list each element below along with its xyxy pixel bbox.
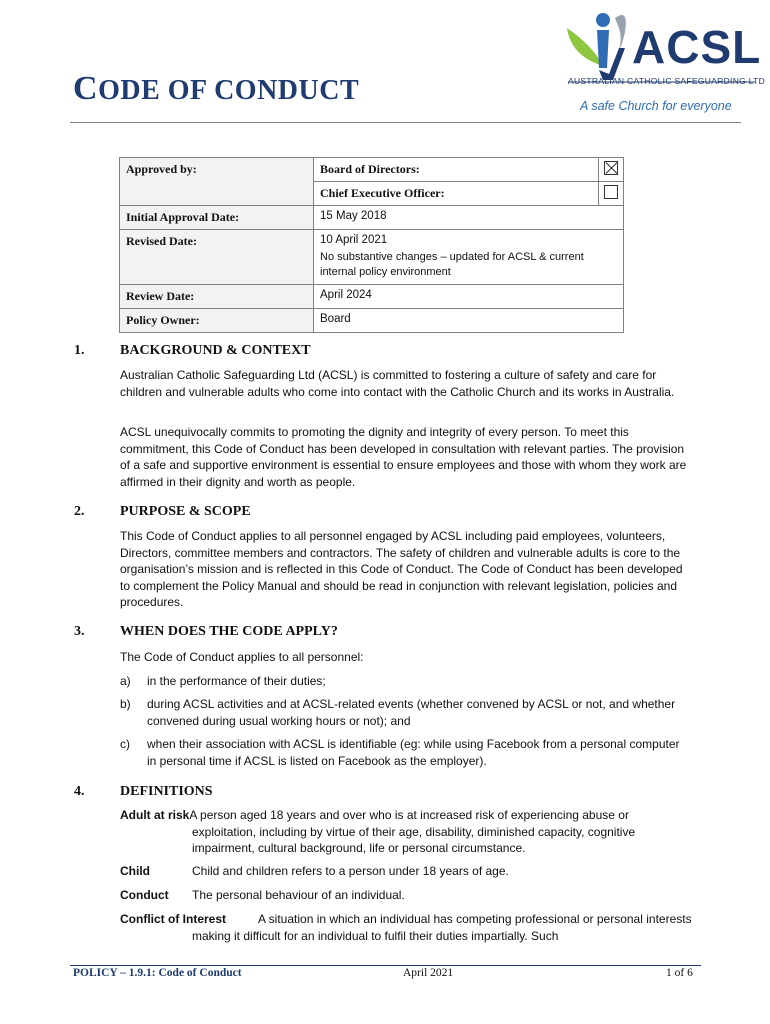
section-2-number: 2. [74,504,85,519]
policy-owner-value: Board [314,309,624,333]
revised-date-value: 10 April 2021 [320,234,388,246]
review-date-label: Review Date: [120,285,314,309]
definition-term: Conduct [120,888,169,902]
list-item-text: in the performance of their duties; [147,674,326,688]
title-initial: C [73,70,99,107]
empty-checkbox-icon[interactable] [604,185,618,199]
section-1-number: 1. [74,343,85,358]
list-item-label: c) [120,737,130,751]
definition-conflict-of-interest [120,911,692,944]
approver-board-label: Board of Directors: [314,158,599,182]
list-item [120,696,692,729]
title-rest: ODE OF CONDUCT [98,75,360,106]
checked-box-icon[interactable] [604,161,618,175]
section-4-number: 4. [74,784,85,799]
definition-term: Child [120,864,150,878]
approver-ceo-label: Chief Executive Officer: [314,182,599,206]
section-1-heading: BACKGROUND & CONTEXT [120,343,311,358]
title-divider [70,122,741,123]
approver-board-cell [599,158,624,182]
revised-date-cell [314,230,624,285]
list-item-text: when their association with ACSL is identifiable (eg: while using Facebook from a personal computer in personal time if ACSL is listed on Facebook as the employer). [147,737,680,768]
section-3-heading: WHEN DOES THE CODE APPLY? [120,624,338,639]
definition-conduct [120,887,692,904]
footer-page-number: 1 of 6 [666,967,693,979]
revised-note: No substantive changes – updated for ACSL & current internal policy environment [320,251,584,278]
footer-policy-ref: POLICY – 1.9.1: Code of Conduct [73,967,242,979]
definition-text: A person aged 18 years and over who is at increased risk of experiencing abuse or exploitation, including by virtue of their age, disability, diminished capacity, cognitive impairment, cultural background, life or personal circumstance. [189,808,636,855]
table-row [120,285,624,309]
approved-by-label: Approved by: [120,158,314,206]
table-row [120,206,624,230]
section-2-paragraph-1: This Code of Conduct applies to all personnel engaged by ACSL including paid employees, volunteers, Directors, committee members and contractors. The safety of children and vulnerable adults is core to the organisation’s mission and is reflected in this Code of Conduct. The Code of Conduct has been developed to complement the Policy Manual and should be read in conjunction with relevant legislation, policies and procedures. [120,529,683,609]
list-item [120,736,692,769]
table-row [120,158,624,182]
list-item-label: a) [120,674,131,688]
definition-text: Child and children refers to a person under 18 years of age. [192,864,509,878]
section-3-number: 3. [74,624,85,639]
policy-owner-label: Policy Owner: [120,309,314,333]
table-row [120,309,624,333]
definition-term: Conflict of Interest [120,912,227,926]
definition-text: A situation in which an individual has competing professional or personal interests making it difficult for an individual to fulfil their duties impartially. Such [192,912,692,943]
definition-text: The personal behaviour of an individual. [192,888,405,902]
approver-ceo-cell [599,182,624,206]
footer-date: April 2021 [403,967,454,979]
section-1-paragraph-2: ACSL unequivocally commits to promoting the dignity and integrity of every person. To meet this commitment, this Code of Conduct has been developed in consultation with relevant parties. The provision of a safe and supportive environment is essential to ensure employees and those with whom they work are affirmed in their dignity and worth as people. [120,425,687,489]
page-title [73,70,359,108]
footer-divider [70,965,701,966]
section-3-intro: The Code of Conduct applies to all personnel: [120,650,364,664]
initial-approval-value: 15 May 2018 [314,206,624,230]
list-item-label: b) [120,697,131,711]
tagline: A safe Church for everyone [580,99,732,113]
list-item-text: during ACSL activities and at ACSL-related events (whether convened by ACSL or not, and whether convened during usual working hours or not); and [147,697,676,728]
table-row [120,230,624,285]
approval-table [119,157,624,333]
logo-subtext: AUSTRALIAN CATHOLIC SAFEGUARDING LTD [568,76,766,86]
definition-term: Adult at risk [120,808,190,822]
list-item [120,673,692,690]
logo-wordmark: ACSL [632,21,762,73]
section-1-paragraph-1: Australian Catholic Safeguarding Ltd (ACSL) is committed to fostering a culture of safety and care for children and vulnerable adults who come into contact with the Catholic Church and its works in Australia. [120,368,675,399]
section-4-heading: DEFINITIONS [120,784,213,799]
initial-approval-label: Initial Approval Date: [120,206,314,230]
revised-date-label: Revised Date: [120,230,314,285]
definition-child [120,863,692,880]
definition-adult-at-risk [120,807,692,857]
review-date-value: April 2024 [314,285,624,309]
section-2-heading: PURPOSE & SCOPE [120,504,251,519]
